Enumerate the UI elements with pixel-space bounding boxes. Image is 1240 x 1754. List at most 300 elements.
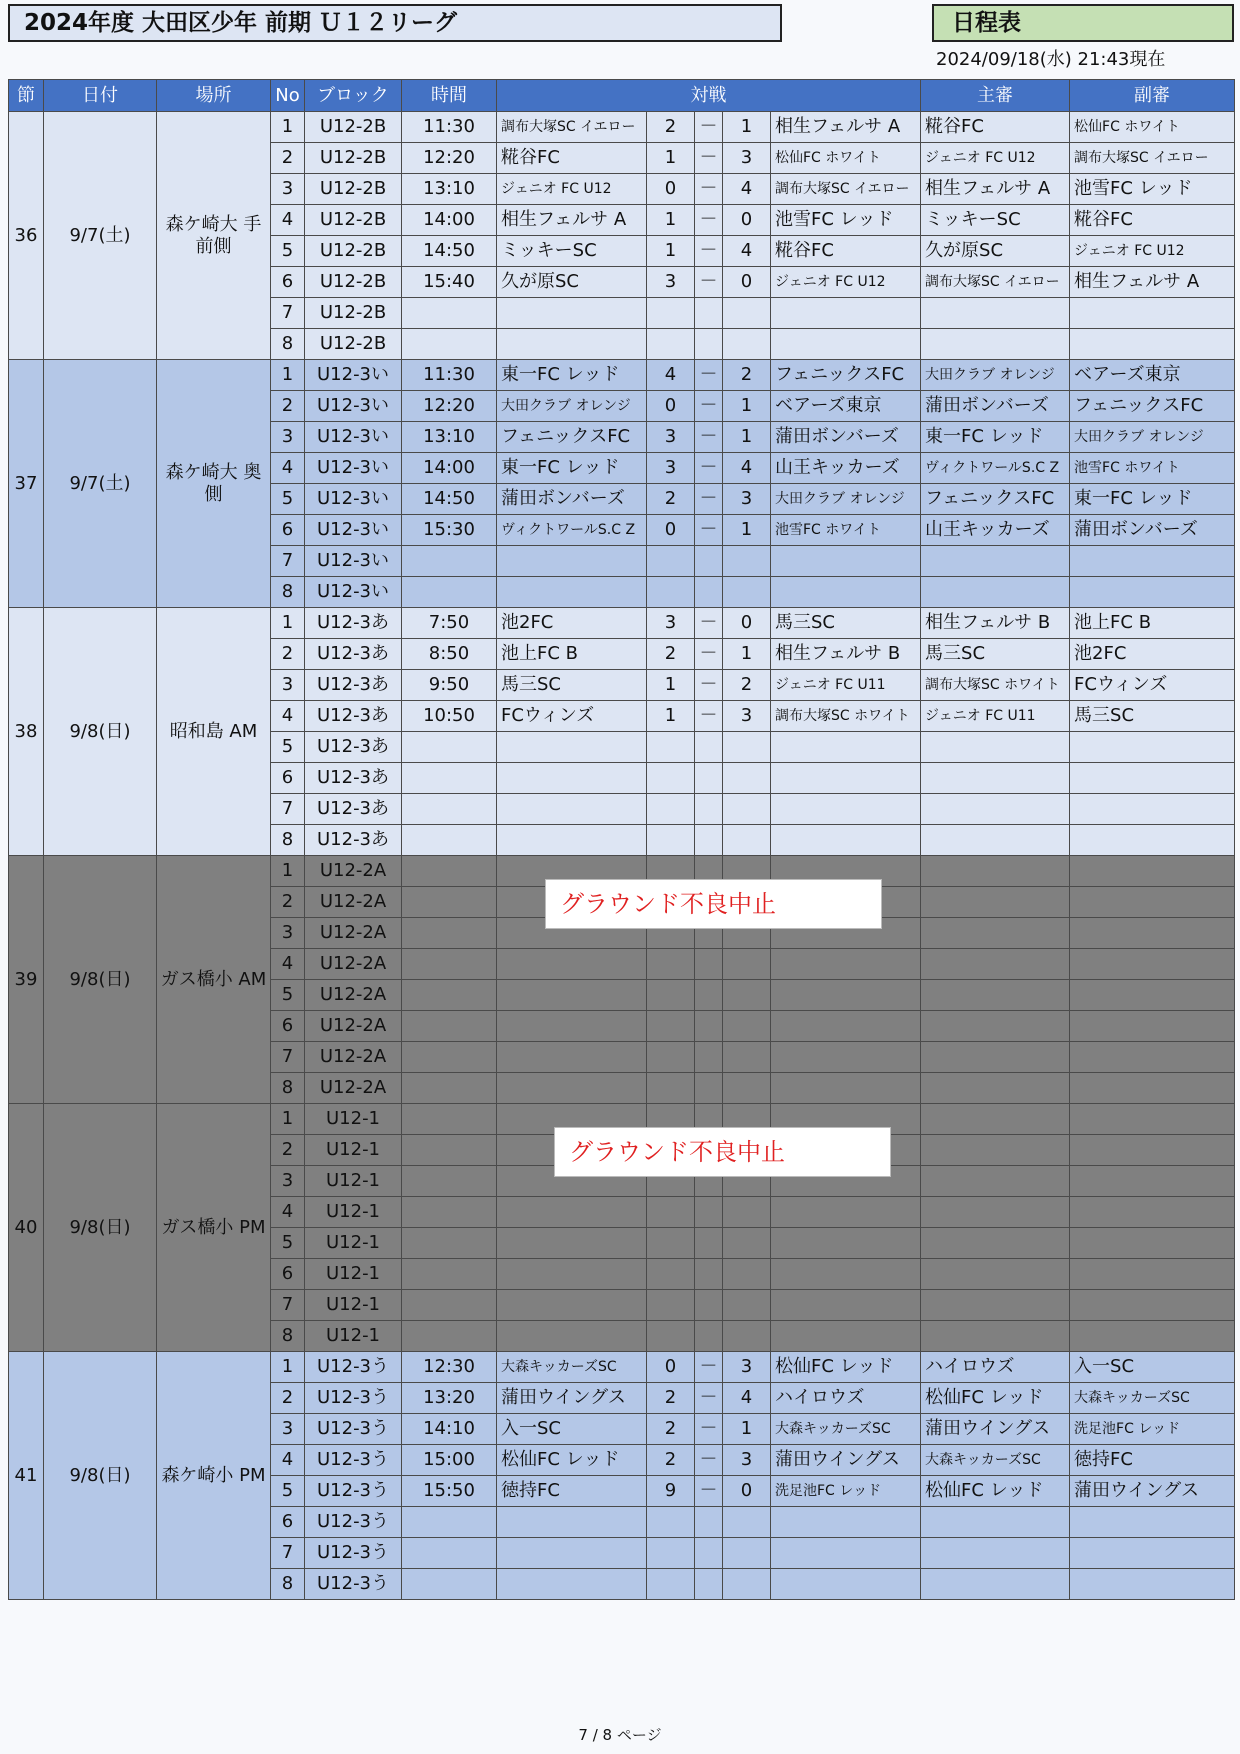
score-dash: － (695, 608, 723, 639)
assistant-referee: 相生フェルサ A (1070, 267, 1235, 298)
score-dash: － (695, 701, 723, 732)
match-block: U12-3あ (305, 639, 402, 670)
assistant-referee (1070, 980, 1235, 1011)
match-block: U12-2A (305, 949, 402, 980)
match-no: 3 (271, 1166, 305, 1197)
round-date: 9/7(土) (44, 360, 157, 608)
match-no: 5 (271, 980, 305, 1011)
away-team (771, 825, 921, 856)
away-team: ベアーズ東京 (771, 391, 921, 422)
assistant-referee (1070, 887, 1235, 918)
away-team: 蒲田ボンバーズ (771, 422, 921, 453)
away-team: ジェニオ FC U11 (771, 670, 921, 701)
assistant-referee (1070, 856, 1235, 887)
match-block: U12-3い (305, 422, 402, 453)
score-dash (695, 1321, 723, 1352)
score-dash: － (695, 1476, 723, 1507)
score-dash: － (695, 1352, 723, 1383)
match-no: 8 (271, 1569, 305, 1600)
table-row (9, 112, 1235, 143)
match-no: 3 (271, 918, 305, 949)
home-score (647, 794, 695, 825)
assistant-referee (1070, 329, 1235, 360)
assistant-referee: 池雪FC ホワイト (1070, 453, 1235, 484)
match-time (402, 732, 497, 763)
score-dash: － (695, 515, 723, 546)
away-team: 蒲田ウイングス (771, 1445, 921, 1476)
score-dash (695, 1538, 723, 1569)
referee (921, 1569, 1070, 1600)
col-header-no: No (271, 80, 305, 112)
round-venue: 森ケ崎小 PM (157, 1352, 271, 1600)
match-no: 5 (271, 1228, 305, 1259)
assistant-referee: 東一FC レッド (1070, 484, 1235, 515)
away-score: 0 (723, 608, 771, 639)
away-team: フェニックスFC (771, 360, 921, 391)
match-time (402, 298, 497, 329)
assistant-referee (1070, 1197, 1235, 1228)
score-dash: － (695, 205, 723, 236)
home-score: 1 (647, 143, 695, 174)
round-number: 38 (9, 608, 44, 856)
away-score: 3 (723, 484, 771, 515)
home-score: 1 (647, 236, 695, 267)
match-no: 8 (271, 825, 305, 856)
home-score: 3 (647, 267, 695, 298)
match-time: 13:10 (402, 174, 497, 205)
home-score: 2 (647, 1414, 695, 1445)
home-team (497, 949, 647, 980)
round-venue: 森ケ崎大 手前側 (157, 112, 271, 360)
away-score (723, 949, 771, 980)
away-score: 4 (723, 1383, 771, 1414)
referee: 大森キッカーズSC (921, 1445, 1070, 1476)
match-no: 2 (271, 391, 305, 422)
referee: ジェニオ FC U12 (921, 143, 1070, 174)
round-date: 9/8(日) (44, 608, 157, 856)
away-team (771, 1197, 921, 1228)
away-score: 3 (723, 143, 771, 174)
match-time: 15:40 (402, 267, 497, 298)
match-no: 4 (271, 1197, 305, 1228)
match-block: U12-1 (305, 1290, 402, 1321)
home-team (497, 732, 647, 763)
match-no: 5 (271, 1476, 305, 1507)
away-team (771, 577, 921, 608)
away-team (771, 1011, 921, 1042)
away-team (771, 980, 921, 1011)
score-dash (695, 1011, 723, 1042)
referee: 東一FC レッド (921, 422, 1070, 453)
home-team (497, 1197, 647, 1228)
score-dash: － (695, 143, 723, 174)
home-team (497, 1259, 647, 1290)
match-no: 4 (271, 453, 305, 484)
away-score: 1 (723, 515, 771, 546)
match-no: 6 (271, 1011, 305, 1042)
assistant-referee (1070, 1538, 1235, 1569)
assistant-referee: 池2FC (1070, 639, 1235, 670)
round-date: 9/7(土) (44, 112, 157, 360)
score-dash: － (695, 422, 723, 453)
match-no: 7 (271, 1290, 305, 1321)
home-score (647, 1538, 695, 1569)
score-dash (695, 546, 723, 577)
home-score: 9 (647, 1476, 695, 1507)
away-team (771, 732, 921, 763)
cancellation-notice: グラウンド不良中止 (554, 1127, 891, 1177)
referee (921, 1166, 1070, 1197)
score-dash (695, 794, 723, 825)
match-no: 1 (271, 360, 305, 391)
home-team (497, 1042, 647, 1073)
match-time (402, 1135, 497, 1166)
col-header-assistant: 副審 (1070, 80, 1235, 112)
home-team (497, 1538, 647, 1569)
match-block: U12-3う (305, 1538, 402, 1569)
assistant-referee: ジェニオ FC U12 (1070, 236, 1235, 267)
away-team (771, 1042, 921, 1073)
home-team: 東一FC レッド (497, 453, 647, 484)
home-team: 池上FC B (497, 639, 647, 670)
match-no: 2 (271, 1383, 305, 1414)
col-header-date: 日付 (44, 80, 157, 112)
score-dash (695, 329, 723, 360)
score-dash: － (695, 112, 723, 143)
referee (921, 1259, 1070, 1290)
match-block: U12-1 (305, 1228, 402, 1259)
match-time (402, 794, 497, 825)
match-block: U12-3い (305, 484, 402, 515)
referee (921, 329, 1070, 360)
round-venue: ガス橋小 PM (157, 1104, 271, 1352)
away-score (723, 980, 771, 1011)
match-block: U12-3い (305, 546, 402, 577)
away-team (771, 1290, 921, 1321)
away-team (771, 546, 921, 577)
referee (921, 794, 1070, 825)
assistant-referee: 入一SC (1070, 1352, 1235, 1383)
match-time (402, 1042, 497, 1073)
col-header-venue: 場所 (157, 80, 271, 112)
away-team: ハイロウズ (771, 1383, 921, 1414)
score-dash (695, 1259, 723, 1290)
away-score (723, 825, 771, 856)
match-time (402, 980, 497, 1011)
round-date: 9/8(日) (44, 1104, 157, 1352)
home-score: 3 (647, 608, 695, 639)
assistant-referee: 松仙FC ホワイト (1070, 112, 1235, 143)
home-team (497, 329, 647, 360)
home-score: 3 (647, 422, 695, 453)
away-team: 大田クラブ オレンジ (771, 484, 921, 515)
referee: 松仙FC レッド (921, 1383, 1070, 1414)
home-team: フェニックスFC (497, 422, 647, 453)
home-score: 1 (647, 670, 695, 701)
score-dash (695, 577, 723, 608)
referee (921, 546, 1070, 577)
match-no: 6 (271, 763, 305, 794)
table-row (9, 360, 1235, 391)
match-block: U12-3あ (305, 794, 402, 825)
home-score (647, 980, 695, 1011)
table-header-row (9, 80, 1235, 112)
away-score (723, 1507, 771, 1538)
home-team: 久が原SC (497, 267, 647, 298)
away-team (771, 1569, 921, 1600)
home-team: 大森キッカーズSC (497, 1352, 647, 1383)
match-time: 13:10 (402, 422, 497, 453)
match-no: 3 (271, 1414, 305, 1445)
away-score (723, 732, 771, 763)
col-header-match: 対戦 (497, 80, 921, 112)
away-score (723, 763, 771, 794)
col-header-referee: 主審 (921, 80, 1070, 112)
home-team: 徳持FC (497, 1476, 647, 1507)
home-score: 3 (647, 453, 695, 484)
match-time (402, 1290, 497, 1321)
match-no: 2 (271, 887, 305, 918)
match-time (402, 1507, 497, 1538)
match-no: 8 (271, 329, 305, 360)
away-team (771, 949, 921, 980)
match-block: U12-3あ (305, 732, 402, 763)
match-no: 7 (271, 794, 305, 825)
home-team: 東一FC レッド (497, 360, 647, 391)
assistant-referee (1070, 546, 1235, 577)
match-block: U12-3う (305, 1383, 402, 1414)
score-dash: － (695, 174, 723, 205)
assistant-referee (1070, 1290, 1235, 1321)
assistant-referee: 蒲田ウイングス (1070, 1476, 1235, 1507)
page-number: 7 / 8 ページ (578, 1726, 662, 1744)
match-no: 4 (271, 205, 305, 236)
home-team (497, 298, 647, 329)
home-score: 2 (647, 1445, 695, 1476)
home-team: 池2FC (497, 608, 647, 639)
home-score (647, 1073, 695, 1104)
match-block: U12-1 (305, 1259, 402, 1290)
match-block: U12-3あ (305, 825, 402, 856)
match-no: 5 (271, 732, 305, 763)
referee: ハイロウズ (921, 1352, 1070, 1383)
home-score (647, 1569, 695, 1600)
match-no: 6 (271, 1507, 305, 1538)
home-team (497, 1011, 647, 1042)
updated-timestamp: 2024/09/18(水) 21:43現在 (936, 49, 1166, 70)
match-time (402, 825, 497, 856)
away-score (723, 794, 771, 825)
round-number: 40 (9, 1104, 44, 1352)
assistant-referee (1070, 577, 1235, 608)
score-dash: － (695, 267, 723, 298)
assistant-referee: 調布大塚SC イエロー (1070, 143, 1235, 174)
away-score: 0 (723, 205, 771, 236)
round-number: 41 (9, 1352, 44, 1600)
away-score: 0 (723, 1476, 771, 1507)
away-score (723, 1259, 771, 1290)
away-score: 4 (723, 236, 771, 267)
away-score: 3 (723, 701, 771, 732)
away-score: 0 (723, 267, 771, 298)
assistant-referee (1070, 825, 1235, 856)
score-dash: － (695, 360, 723, 391)
home-score (647, 825, 695, 856)
assistant-referee (1070, 1166, 1235, 1197)
match-block: U12-1 (305, 1321, 402, 1352)
assistant-referee: 大森キッカーズSC (1070, 1383, 1235, 1414)
home-team: 調布大塚SC イエロー (497, 112, 647, 143)
round-number: 37 (9, 360, 44, 608)
match-block: U12-3あ (305, 763, 402, 794)
away-team (771, 329, 921, 360)
referee (921, 732, 1070, 763)
away-team: 相生フェルサ B (771, 639, 921, 670)
assistant-referee (1070, 1321, 1235, 1352)
assistant-referee: ベアーズ東京 (1070, 360, 1235, 391)
match-time: 10:50 (402, 701, 497, 732)
away-team (771, 1073, 921, 1104)
match-time: 12:20 (402, 143, 497, 174)
score-dash (695, 763, 723, 794)
match-block: U12-1 (305, 1197, 402, 1228)
away-score: 1 (723, 112, 771, 143)
match-block: U12-2B (305, 236, 402, 267)
match-time: 15:50 (402, 1476, 497, 1507)
home-team (497, 1073, 647, 1104)
home-team: 蒲田ウイングス (497, 1383, 647, 1414)
home-team (497, 546, 647, 577)
away-team (771, 1228, 921, 1259)
match-time (402, 1011, 497, 1042)
away-team: 糀谷FC (771, 236, 921, 267)
away-score: 1 (723, 422, 771, 453)
away-score: 1 (723, 639, 771, 670)
score-dash: － (695, 1445, 723, 1476)
match-time (402, 577, 497, 608)
away-score: 2 (723, 360, 771, 391)
assistant-referee (1070, 1569, 1235, 1600)
match-no: 6 (271, 1259, 305, 1290)
match-time (402, 1259, 497, 1290)
match-time: 14:50 (402, 484, 497, 515)
match-time (402, 546, 497, 577)
match-block: U12-3あ (305, 701, 402, 732)
referee: 大田クラブ オレンジ (921, 360, 1070, 391)
home-score (647, 1259, 695, 1290)
referee (921, 763, 1070, 794)
match-time (402, 1228, 497, 1259)
round-number: 36 (9, 112, 44, 360)
score-dash (695, 1197, 723, 1228)
home-score: 2 (647, 112, 695, 143)
assistant-referee: 蒲田ボンバーズ (1070, 515, 1235, 546)
away-team: 馬三SC (771, 608, 921, 639)
match-block: U12-2A (305, 1011, 402, 1042)
match-block: U12-3い (305, 453, 402, 484)
away-team (771, 1538, 921, 1569)
away-team (771, 1507, 921, 1538)
match-block: U12-3あ (305, 670, 402, 701)
home-team (497, 1569, 647, 1600)
home-team: 大田クラブ オレンジ (497, 391, 647, 422)
table-row (9, 1352, 1235, 1383)
home-score (647, 577, 695, 608)
assistant-referee (1070, 763, 1235, 794)
away-team (771, 763, 921, 794)
match-block: U12-2A (305, 1042, 402, 1073)
match-block: U12-3う (305, 1445, 402, 1476)
match-no: 3 (271, 174, 305, 205)
match-time (402, 1538, 497, 1569)
match-no: 1 (271, 1104, 305, 1135)
home-score (647, 1197, 695, 1228)
match-block: U12-3い (305, 391, 402, 422)
home-score: 1 (647, 701, 695, 732)
round-venue: ガス橋小 AM (157, 856, 271, 1104)
referee (921, 1135, 1070, 1166)
assistant-referee: 池上FC B (1070, 608, 1235, 639)
home-team (497, 1507, 647, 1538)
referee (921, 1104, 1070, 1135)
away-team: 調布大塚SC イエロー (771, 174, 921, 205)
away-score: 1 (723, 391, 771, 422)
referee (921, 1011, 1070, 1042)
home-team: 入一SC (497, 1414, 647, 1445)
home-score (647, 546, 695, 577)
home-score: 0 (647, 515, 695, 546)
match-time (402, 1073, 497, 1104)
match-no: 7 (271, 1042, 305, 1073)
away-team (771, 794, 921, 825)
home-score (647, 732, 695, 763)
away-score (723, 329, 771, 360)
referee (921, 1197, 1070, 1228)
score-dash: － (695, 453, 723, 484)
score-dash: － (695, 639, 723, 670)
away-team: 松仙FC レッド (771, 1352, 921, 1383)
score-dash (695, 949, 723, 980)
away-score (723, 1228, 771, 1259)
referee: 久が原SC (921, 236, 1070, 267)
match-block: U12-2B (305, 298, 402, 329)
home-score (647, 1507, 695, 1538)
referee: 相生フェルサ A (921, 174, 1070, 205)
score-dash: － (695, 391, 723, 422)
cancellation-notice: グラウンド不良中止 (545, 879, 882, 929)
referee: 調布大塚SC ホワイト (921, 670, 1070, 701)
schedule-body (9, 112, 1235, 1600)
col-header-time: 時間 (402, 80, 497, 112)
assistant-referee (1070, 1104, 1235, 1135)
score-dash (695, 1073, 723, 1104)
round-venue: 森ケ崎大 奥側 (157, 360, 271, 608)
home-score: 4 (647, 360, 695, 391)
away-score: 2 (723, 670, 771, 701)
away-score (723, 577, 771, 608)
referee (921, 1042, 1070, 1073)
away-team: ジェニオ FC U12 (771, 267, 921, 298)
home-team: 蒲田ボンバーズ (497, 484, 647, 515)
table-row (9, 608, 1235, 639)
round-number: 39 (9, 856, 44, 1104)
match-time: 15:30 (402, 515, 497, 546)
away-score (723, 1321, 771, 1352)
referee: 糀谷FC (921, 112, 1070, 143)
referee: 山王キッカーズ (921, 515, 1070, 546)
assistant-referee (1070, 1228, 1235, 1259)
score-dash: － (695, 236, 723, 267)
